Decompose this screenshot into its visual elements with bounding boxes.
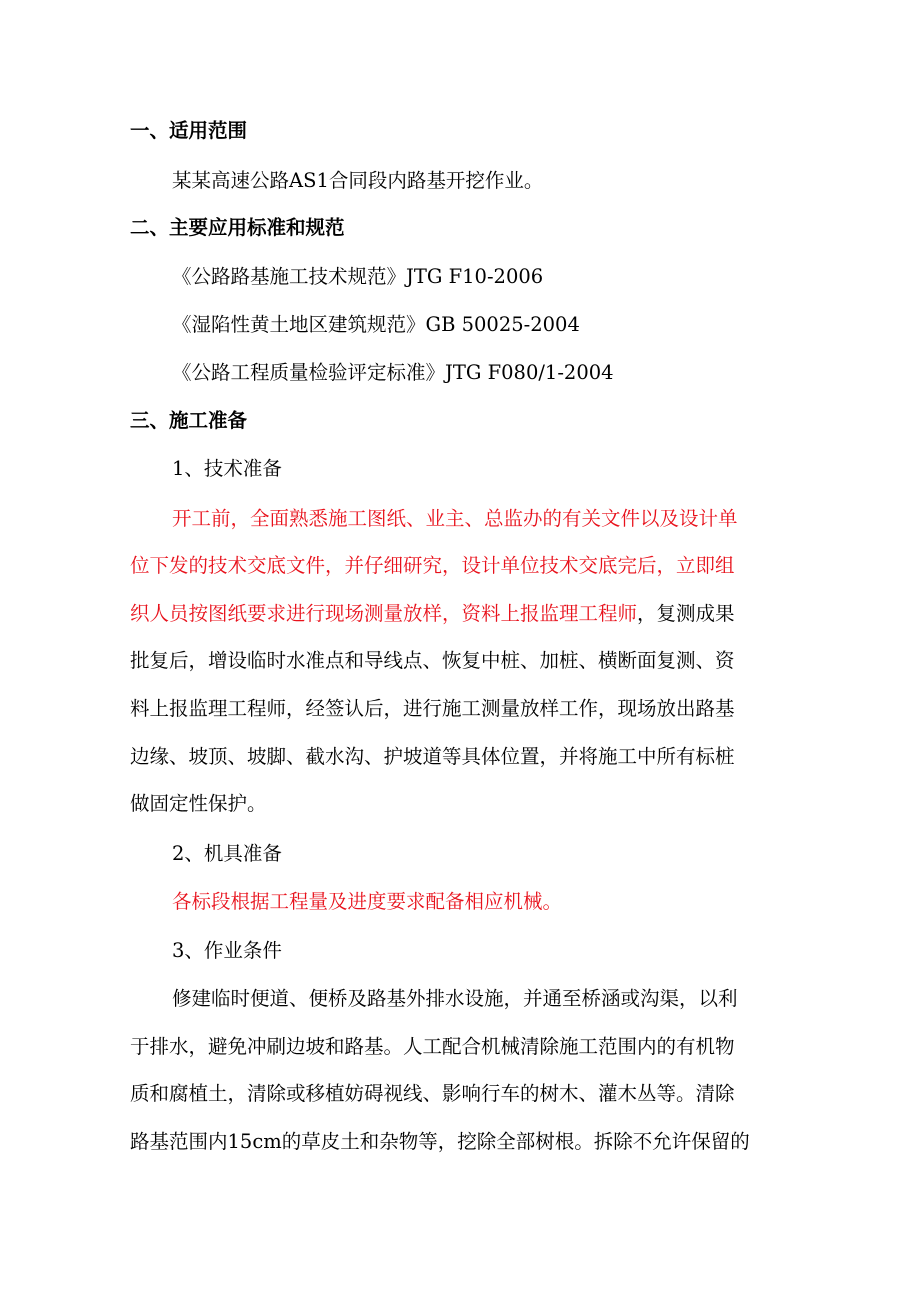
work-conditions-line: 于排水，避免冲刷边坡和路基。人工配合机械清除施工范围内的有机物	[130, 1035, 735, 1058]
section-3-heading: 三、施工准备	[130, 409, 248, 432]
subsection-3-title: 3、作业条件	[172, 939, 282, 962]
tech-prep-red-line: 开工前，全面熟悉施工图纸、业主、总监办的有关文件以及设计单	[172, 507, 738, 530]
tech-prep-red-line: 位下发的技术交底文件，并仔细研究，设计单位技术交底完后，立即组	[130, 554, 735, 577]
work-conditions-line: 质和腐植土，清除或移植妨碍视线、影响行车的树木、灌木丛等。清除	[130, 1082, 735, 1105]
section-2-heading: 二、主要应用标准和规范	[130, 216, 345, 239]
tech-prep-line: 料上报监理工程师，经签认后，进行施工测量放样工作，现场放出路基	[130, 697, 735, 720]
tech-prep-mixed-line	[130, 601, 735, 627]
tech-prep-line: 批复后，增设临时水准点和导线点、恢复中桩、加桩、横断面复测、资	[130, 649, 735, 672]
section-1-heading: 一、适用范围	[130, 119, 248, 142]
standard-item: 《公路路基施工技术规范》JTG F10-2006	[172, 265, 544, 288]
work-conditions-line: 修建临时便道、便桥及路基外排水设施，并通至桥涵或沟渠，以利	[172, 987, 738, 1010]
tech-prep-red-segment: 织人员按图纸要求进行现场测量放样，资料上报监理工程师	[130, 602, 638, 625]
section-1-body: 某某高速公路AS1合同段内路基开挖作业。	[172, 169, 544, 192]
tech-prep-line: 边缘、坡顶、坡脚、截水沟、护坡道等具体位置，并将施工中所有标桩	[130, 745, 735, 768]
standard-item: 《湿陷性黄土地区建筑规范》GB 50025-2004	[172, 313, 580, 336]
subsection-2-title: 2、机具准备	[172, 842, 282, 865]
work-conditions-line: 路基范围内15cm的草皮土和杂物等，挖除全部树根。拆除不允许保留的	[130, 1130, 750, 1153]
equipment-prep-body: 各标段根据工程量及进度要求配备相应机械。	[172, 890, 563, 913]
tech-prep-black-segment: ，复测成果	[637, 602, 735, 625]
subsection-1-title: 1、技术准备	[172, 457, 282, 480]
standard-item: 《公路工程质量检验评定标准》JTG F080/1-2004	[172, 361, 614, 384]
tech-prep-line: 做固定性保护。	[130, 792, 267, 815]
